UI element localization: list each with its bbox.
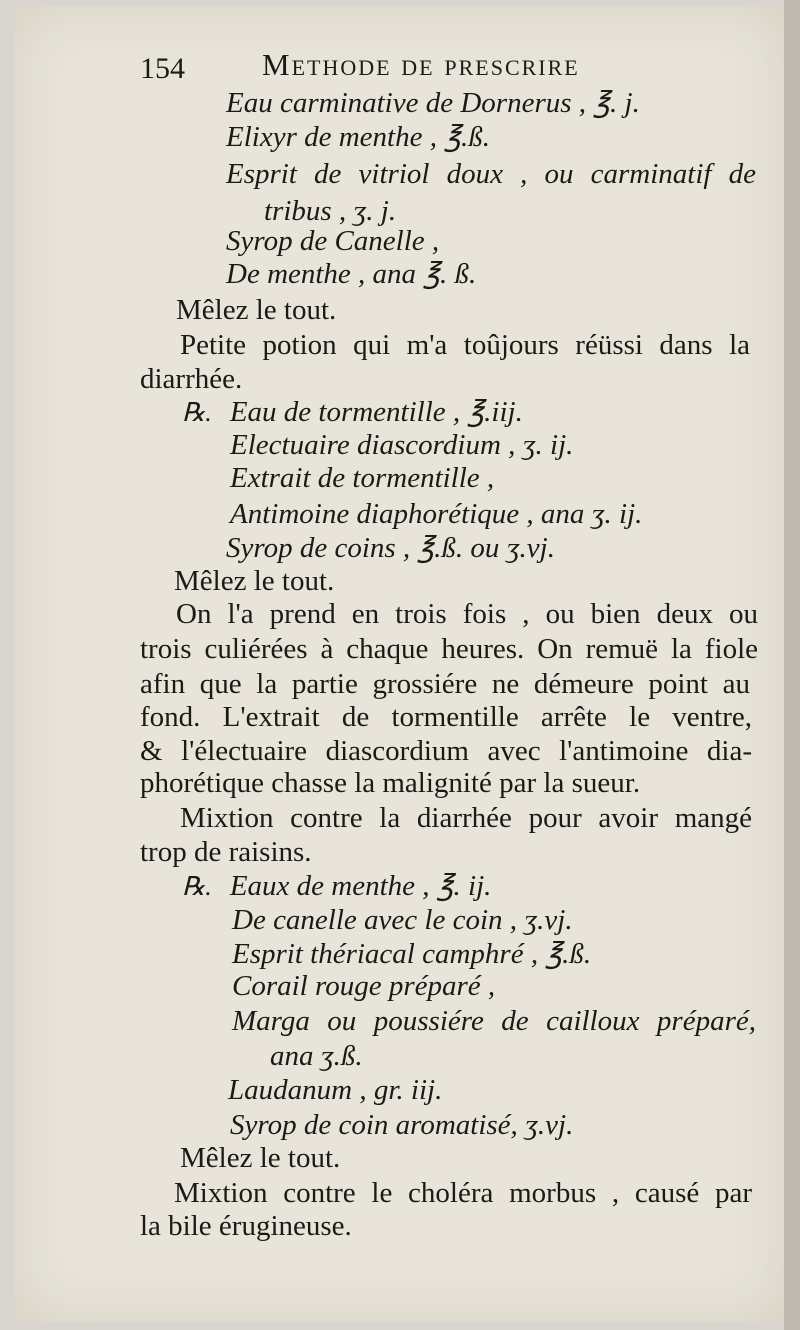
text-line: Esprit thériacal camphré , ℥.ß. <box>232 938 592 970</box>
text-line: diarrhée. <box>140 363 243 395</box>
text-line: Syrop de Canelle , <box>226 225 440 257</box>
text-line: Syrop de coins , ℥.ß. ou ʒ.vj. <box>226 532 555 564</box>
text-line: Corail rouge préparé , <box>232 970 496 1002</box>
text-line: phorétique chasse la malignité par la sueur. <box>140 767 641 799</box>
text-line: Mixtion contre le choléra morbus , causé par <box>174 1177 752 1209</box>
text-line: Eau carminative de Dornerus , ℥. j. <box>226 87 640 119</box>
text-line: la bile érugineuse. <box>140 1210 352 1242</box>
text-line: De menthe , ana ℥. ß. <box>226 258 477 290</box>
text-line: Marga ou poussiére de cailloux préparé, <box>232 1005 756 1037</box>
text-line: Mêlez le tout. <box>180 1142 341 1174</box>
running-head: Methode de prescrire <box>262 47 580 82</box>
text-line: Mêlez le tout. <box>174 565 335 597</box>
text-line: Petite potion qui m'a toûjours réüssi dans la <box>180 329 750 361</box>
text-line: Electuaire diascordium , ʒ. ij. <box>230 429 574 461</box>
text-line: afin que la partie grossiére ne démeure point au <box>140 668 750 700</box>
text-line: ℞. Eaux de menthe , ℥. ij. <box>182 870 492 902</box>
recipe-mark: ℞. <box>182 872 212 901</box>
text-line: De canelle avec le coin , ʒ.vj. <box>232 904 573 936</box>
text-line: Mêlez le tout. <box>176 294 337 326</box>
text-line: Mixtion contre la diarrhée pour avoir mangé <box>180 802 752 834</box>
text-line: Antimoine diaphorétique , ana ʒ. ij. <box>230 498 643 530</box>
text-line: & l'électuaire diascordium avec l'antimoine dia- <box>140 735 752 767</box>
recipe-mark: ℞. <box>182 398 212 427</box>
page-edge <box>784 0 800 1330</box>
text-line: Laudanum , gr. iij. <box>228 1074 443 1106</box>
text-line: trois culiérées à chaque heures. On remuë la fiole <box>140 633 758 665</box>
text-line: ana ʒ.ß. <box>270 1040 363 1072</box>
text-line: Esprit de vitriol doux , ou carminatif de <box>226 158 756 190</box>
page-number: 154 <box>140 52 185 85</box>
text-line: trop de raisins. <box>140 836 312 868</box>
text-line: tribus , ʒ. j. <box>264 195 397 227</box>
text-line: On l'a prend en trois fois , ou bien deux ou <box>176 598 758 630</box>
text-line: Syrop de coin aromatisé, ʒ.vj. <box>230 1109 574 1141</box>
text-line: Extrait de tormentille , <box>230 462 495 494</box>
text-line: Elixyr de menthe , ℥.ß. <box>226 121 490 153</box>
text-line: fond. L'extrait de tormentille arrête le ventre, <box>140 701 752 733</box>
text-line: ℞. Eau de tormentille , ℥.iij. <box>182 396 523 428</box>
